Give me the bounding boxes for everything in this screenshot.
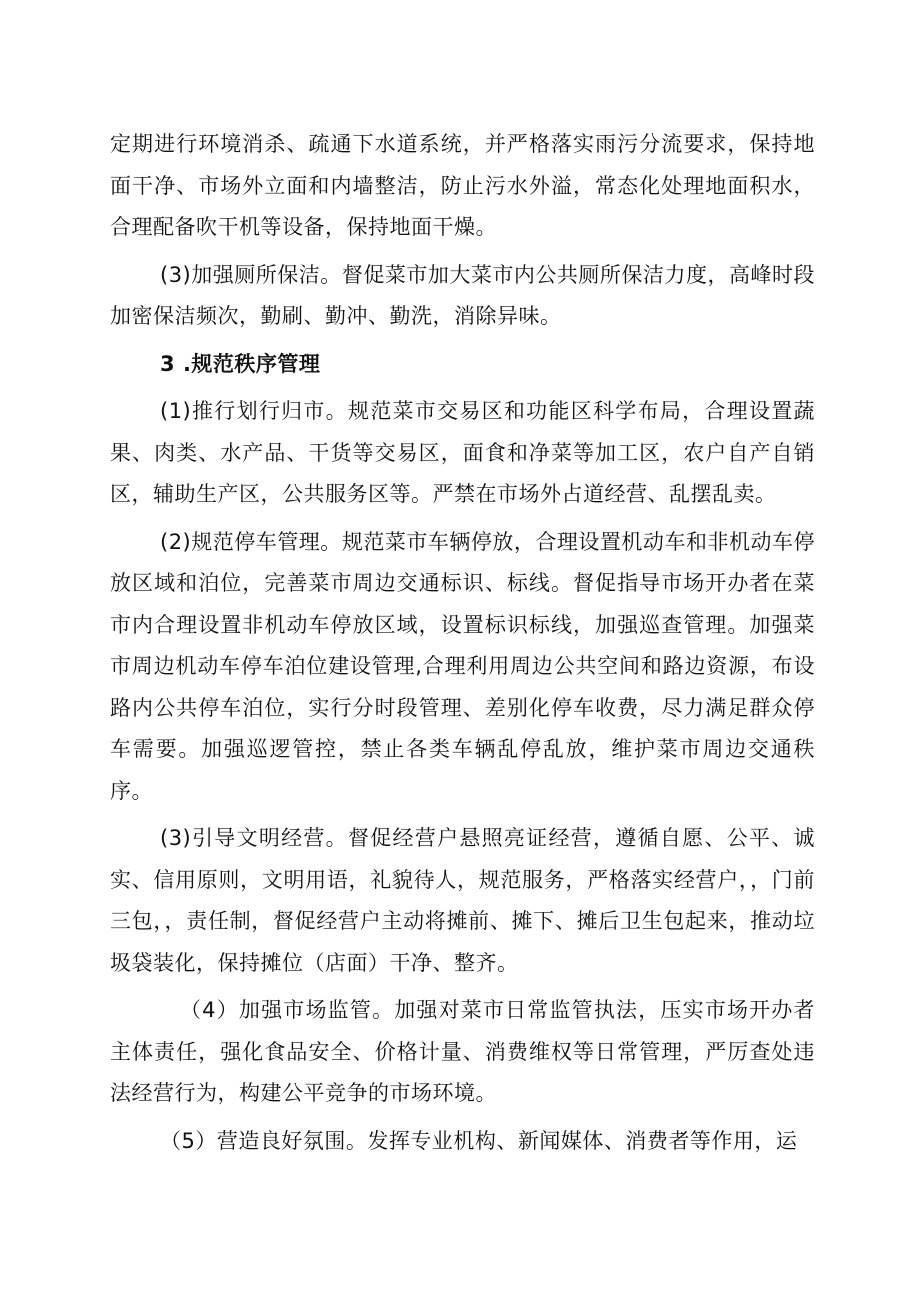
paragraph-parking-management: (2)规范停车管理。规范菜市车辆停放，合理设置机动车和非机动车停放区域和泊位，完善菜市周边交通标识、标线。督促指导市场开办者在菜市内合理设置非机动车停放区域，设置标识标线，加强巡查管理。加强菜市周边机动车停车泊位建设管理,合理利用周边公共空间和路边资源，布设路内公共停车泊位，实行分时段管理、差别化停车收费，尽力满足群众停车需要。加强巡逻管控，禁止各类车辆乱停乱放，维护菜市周边交通秩序。 bbox=[110, 529, 815, 803]
section-title: .规范秩序管理 bbox=[182, 351, 321, 376]
paragraph-market-layout: (1)推行划行归市。规范菜市交易区和功能区科学布局，合理设置蔬果、肉类、水产品、干货等交易区，面食和净菜等加工区，农户自产自销区，辅助生产区，公共服务区等。严禁在市场外占道经营、乱摆乱卖。 bbox=[110, 399, 815, 506]
paragraph-civil-operation: (3)引导文明经营。督促经营户悬照亮证经营，遵循自愿、公平、诚实、信用原则，文明用语，礼貌待人，规范服务，严格落实经营户，，门前三包，，责任制，督促经营户主动将摊前、摊下、摊后卫生包起来，推动垃圾袋装化，保持摊位（店面）干净、整齐。 bbox=[110, 826, 815, 975]
document-body bbox=[110, 124, 815, 1162]
paragraph-toilet-cleaning: (3)加强厕所保洁。督促菜市加大菜市内公共厕所保洁力度，高峰时段加密保洁频次，勤刷、勤冲、勤洗，消除异味。 bbox=[110, 262, 815, 328]
paragraph-market-supervision: （4）加强市场监管。加强对菜市日常监管执法，压实市场开办者主体责任，强化食品安全、价格计量、消费维权等日常管理，严厉查处违法经营行为，构建公平竞争的市场环境。 bbox=[110, 998, 815, 1105]
section-heading bbox=[110, 344, 815, 386]
paragraph-environment-continued: 定期进行环境消杀、疏通下水道系统，并严格落实雨污分流要求，保持地面干净、市场外立面和内墙整洁，防止污水外溢，常态化处理地面积水，合理配备吹干机等设备，保持地面干燥。 bbox=[110, 132, 815, 239]
paragraph-good-atmosphere: （5）营造良好氛围。发挥专业机构、新闻媒体、消费者等作用，运 bbox=[160, 1128, 798, 1153]
section-number: 3 bbox=[160, 351, 176, 376]
